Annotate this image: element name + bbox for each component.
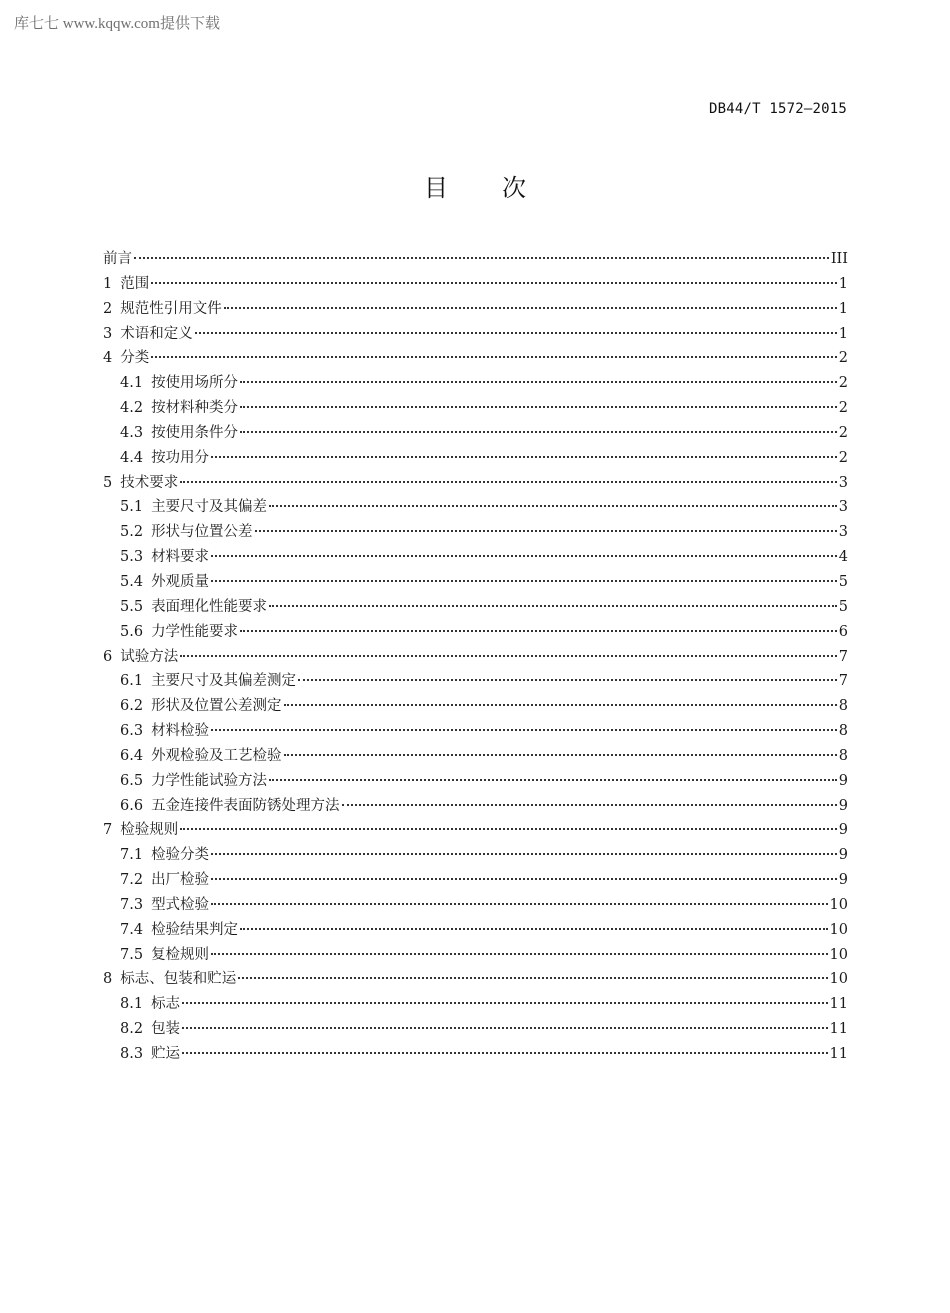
toc-entry[interactable] bbox=[103, 843, 848, 868]
page-title-char-2: 次 bbox=[502, 174, 526, 202]
toc-entry[interactable] bbox=[103, 620, 848, 645]
toc-entry-number: 4 bbox=[103, 350, 113, 367]
toc-entry-label: 材料要求 bbox=[151, 549, 210, 566]
toc-entry-label: 试验方法 bbox=[120, 648, 179, 665]
toc-entry-number: 4.3 bbox=[120, 424, 144, 441]
toc-entry-number: 6.5 bbox=[120, 772, 144, 789]
toc-entry-label: 术语和定义 bbox=[120, 325, 193, 342]
toc-entry-number: 6 bbox=[103, 648, 113, 665]
toc-entry[interactable] bbox=[103, 645, 848, 670]
toc-entry-label: 出厂检验 bbox=[151, 872, 210, 889]
toc-entry-page-number: 2 bbox=[838, 449, 848, 466]
toc-dot-leader bbox=[211, 877, 837, 880]
toc-entry-label: 型式检验 bbox=[151, 896, 210, 913]
toc-entry-label: 规范性引用文件 bbox=[120, 300, 222, 317]
page-title-char-1: 目 bbox=[424, 174, 448, 202]
toc-entry-number: 7.2 bbox=[120, 872, 144, 889]
toc-entry-page-number: 8 bbox=[838, 698, 848, 715]
toc-entry-label: 按功用分 bbox=[151, 449, 210, 466]
toc-dot-leader bbox=[211, 554, 837, 557]
toc-entry-page-number: 9 bbox=[838, 822, 848, 839]
toc-entry[interactable] bbox=[103, 247, 848, 272]
toc-dot-leader bbox=[182, 1026, 827, 1029]
toc-entry-page-number: 10 bbox=[829, 921, 848, 938]
toc-dot-leader bbox=[211, 952, 827, 955]
toc-dot-leader bbox=[298, 678, 837, 681]
watermark-text: 库七七 www.kqqw.com提供下载 bbox=[14, 16, 220, 32]
toc-entry-page-number: 7 bbox=[838, 648, 848, 665]
toc-dot-leader bbox=[182, 1001, 827, 1004]
toc-entry-number: 5.2 bbox=[120, 524, 144, 541]
toc-entry-number: 7.4 bbox=[120, 921, 144, 938]
toc-entry-page-number: 1 bbox=[838, 275, 848, 292]
toc-dot-leader bbox=[269, 778, 837, 781]
toc-dot-leader bbox=[255, 529, 837, 532]
toc-entry-number: 7.1 bbox=[120, 847, 144, 864]
toc-entry-label: 力学性能试验方法 bbox=[151, 772, 268, 789]
toc-entry-label: 五金连接件表面防锈处理方法 bbox=[151, 797, 340, 814]
toc-entry[interactable] bbox=[103, 297, 848, 322]
toc-entry[interactable] bbox=[103, 1017, 848, 1042]
toc-entry-label: 材料检验 bbox=[151, 723, 210, 740]
toc-entry[interactable] bbox=[103, 669, 848, 694]
toc-entry[interactable] bbox=[103, 744, 848, 769]
toc-dot-leader bbox=[211, 902, 827, 905]
toc-entry-page-number: 1 bbox=[838, 325, 848, 342]
toc-entry-page-number: 9 bbox=[838, 872, 848, 889]
toc-dot-leader bbox=[195, 331, 837, 334]
toc-entry-page-number: 2 bbox=[838, 400, 848, 417]
toc-entry[interactable] bbox=[103, 992, 848, 1017]
toc-entry[interactable] bbox=[103, 471, 848, 496]
toc-entry-number: 5.6 bbox=[120, 623, 144, 640]
toc-entry-page-number: 3 bbox=[838, 499, 848, 516]
toc-dot-leader bbox=[182, 1051, 827, 1054]
toc-entry-number: 4.2 bbox=[120, 400, 144, 417]
toc-dot-leader bbox=[211, 455, 837, 458]
toc-entry[interactable] bbox=[103, 272, 848, 297]
toc-entry-page-number: 10 bbox=[829, 896, 848, 913]
toc-entry-number: 1 bbox=[103, 275, 113, 292]
toc-dot-leader bbox=[224, 306, 837, 309]
toc-entry-label: 贮运 bbox=[151, 1046, 181, 1062]
toc-entry-number: 6.3 bbox=[120, 723, 144, 740]
toc-entry-number: 5.1 bbox=[120, 499, 144, 516]
toc-entry-number: 8.3 bbox=[120, 1046, 144, 1062]
toc-entry-page-number: 4 bbox=[838, 549, 848, 566]
toc-dot-leader bbox=[151, 355, 837, 358]
toc-entry-number: 6.2 bbox=[120, 698, 144, 715]
toc-entry-number: 4.4 bbox=[120, 449, 144, 466]
toc-entry[interactable] bbox=[103, 495, 848, 520]
toc-entry[interactable] bbox=[103, 967, 848, 992]
toc-entry-label: 包装 bbox=[151, 1021, 181, 1038]
toc-entry[interactable] bbox=[103, 545, 848, 570]
toc-entry-label: 范围 bbox=[120, 275, 150, 292]
toc-entry-label: 复检规则 bbox=[151, 946, 210, 963]
toc-entry-page-number: 3 bbox=[838, 474, 848, 491]
toc-entry-number: 7.3 bbox=[120, 896, 144, 913]
toc-dot-leader bbox=[134, 256, 829, 259]
toc-entry[interactable] bbox=[103, 595, 848, 620]
toc-dot-leader bbox=[240, 405, 837, 408]
toc-entry-number: 7 bbox=[103, 822, 113, 839]
toc-entry[interactable] bbox=[103, 520, 848, 545]
toc-entry-label: 分类 bbox=[120, 350, 150, 367]
toc-dot-leader bbox=[240, 927, 827, 930]
toc-entry-label: 检验分类 bbox=[151, 847, 210, 864]
toc-entry-page-number: 8 bbox=[838, 723, 848, 740]
toc-entry-label: 检验结果判定 bbox=[151, 921, 239, 938]
toc-entry-number: 5.5 bbox=[120, 598, 144, 615]
toc-entry-page-number: 8 bbox=[838, 747, 848, 764]
toc-dot-leader bbox=[180, 480, 837, 483]
toc-entry-page-number: 6 bbox=[838, 623, 848, 640]
toc-entry-page-number: 9 bbox=[838, 797, 848, 814]
toc-entry-number: 3 bbox=[103, 325, 113, 342]
toc-entry-page-number: 9 bbox=[838, 772, 848, 789]
toc-entry-label: 前言 bbox=[103, 251, 132, 267]
toc-entry-label: 形状与位置公差 bbox=[151, 524, 253, 541]
toc-entry-page-number: 9 bbox=[838, 847, 848, 864]
toc-entry-number: 6.4 bbox=[120, 747, 144, 764]
toc-entry-label: 主要尺寸及其偏差测定 bbox=[151, 673, 297, 690]
toc-entry-page-number: 3 bbox=[838, 524, 848, 541]
toc-entry-page-number: 2 bbox=[838, 350, 848, 367]
toc-entry-label: 检验规则 bbox=[120, 822, 179, 839]
toc-entry[interactable] bbox=[103, 322, 848, 347]
toc-entry[interactable] bbox=[103, 421, 848, 446]
document-code: DB44/T 1572—2015 bbox=[708, 101, 847, 117]
toc-entry-number: 8.2 bbox=[120, 1021, 144, 1038]
toc-entry-number: 8 bbox=[103, 971, 113, 988]
toc-entry-page-number: 11 bbox=[829, 996, 848, 1013]
toc-entry-label: 按使用条件分 bbox=[151, 424, 239, 441]
toc-entry[interactable] bbox=[103, 371, 848, 396]
toc-entry[interactable] bbox=[103, 794, 848, 819]
toc-dot-leader bbox=[211, 728, 837, 731]
toc-entry-label: 表面理化性能要求 bbox=[151, 598, 268, 615]
toc-entry[interactable] bbox=[103, 396, 848, 421]
toc-entry-number: 4.1 bbox=[120, 375, 144, 392]
toc-entry-page-number: 5 bbox=[838, 573, 848, 590]
toc-dot-leader bbox=[180, 654, 837, 657]
toc-entry[interactable] bbox=[103, 868, 848, 893]
toc-entry-label: 标志 bbox=[151, 996, 181, 1013]
toc-dot-leader bbox=[180, 827, 837, 830]
toc-entry-label: 标志、包装和贮运 bbox=[120, 971, 237, 988]
toc-entry[interactable] bbox=[103, 918, 848, 943]
toc-entry-number: 5.4 bbox=[120, 573, 144, 590]
toc-dot-leader bbox=[269, 604, 837, 607]
toc-entry-label: 外观质量 bbox=[151, 573, 210, 590]
toc-entry[interactable] bbox=[103, 570, 848, 595]
toc-dot-leader bbox=[284, 703, 837, 706]
toc-entry-label: 外观检验及工艺检验 bbox=[151, 747, 282, 764]
toc-dot-leader bbox=[269, 504, 837, 507]
toc-entry-number: 6.1 bbox=[120, 673, 144, 690]
toc-dot-leader bbox=[284, 753, 837, 756]
toc-dot-leader bbox=[240, 430, 837, 433]
toc-entry-number: 8.1 bbox=[120, 996, 144, 1013]
toc-entry-page-number: III bbox=[830, 251, 848, 267]
toc-entry-number: 2 bbox=[103, 300, 113, 317]
toc-entry-page-number: 10 bbox=[829, 946, 848, 963]
toc-entry[interactable] bbox=[103, 818, 848, 843]
toc-entry-page-number: 5 bbox=[838, 598, 848, 615]
toc-entry[interactable] bbox=[103, 943, 848, 968]
toc-entry[interactable] bbox=[103, 346, 848, 371]
toc-entry-page-number: 7 bbox=[838, 673, 848, 690]
toc-dot-leader bbox=[211, 852, 837, 855]
toc-entry-number: 5 bbox=[103, 474, 113, 491]
toc-dot-leader bbox=[240, 380, 837, 383]
toc-entry[interactable] bbox=[103, 769, 848, 794]
toc-entry[interactable] bbox=[103, 893, 848, 918]
toc-dot-leader bbox=[238, 976, 827, 979]
toc-entry-page-number: 2 bbox=[838, 424, 848, 441]
toc-entry-label: 技术要求 bbox=[120, 474, 179, 491]
toc-entry[interactable] bbox=[103, 446, 848, 471]
toc-entry[interactable] bbox=[103, 719, 848, 744]
toc-entry[interactable] bbox=[103, 694, 848, 719]
toc-entry-page-number: 11 bbox=[829, 1046, 848, 1062]
toc-entry-page-number: 1 bbox=[838, 300, 848, 317]
toc-dot-leader bbox=[342, 803, 837, 806]
table-of-contents bbox=[103, 247, 848, 1067]
toc-entry[interactable] bbox=[103, 1042, 848, 1067]
toc-entry-page-number: 2 bbox=[838, 375, 848, 392]
toc-dot-leader bbox=[240, 629, 837, 632]
toc-entry-page-number: 11 bbox=[829, 1021, 848, 1038]
toc-entry-label: 形状及位置公差测定 bbox=[151, 698, 282, 715]
toc-entry-label: 按使用场所分 bbox=[151, 375, 239, 392]
page-title bbox=[0, 168, 950, 203]
toc-dot-leader bbox=[151, 281, 837, 284]
toc-entry-page-number: 10 bbox=[829, 971, 848, 988]
toc-entry-label: 力学性能要求 bbox=[151, 623, 239, 640]
toc-entry-label: 按材料种类分 bbox=[151, 400, 239, 417]
toc-entry-number: 7.5 bbox=[120, 946, 144, 963]
toc-dot-leader bbox=[211, 579, 837, 582]
toc-entry-label: 主要尺寸及其偏差 bbox=[151, 499, 268, 516]
toc-entry-number: 6.6 bbox=[120, 797, 144, 814]
toc-entry-number: 5.3 bbox=[120, 549, 144, 566]
